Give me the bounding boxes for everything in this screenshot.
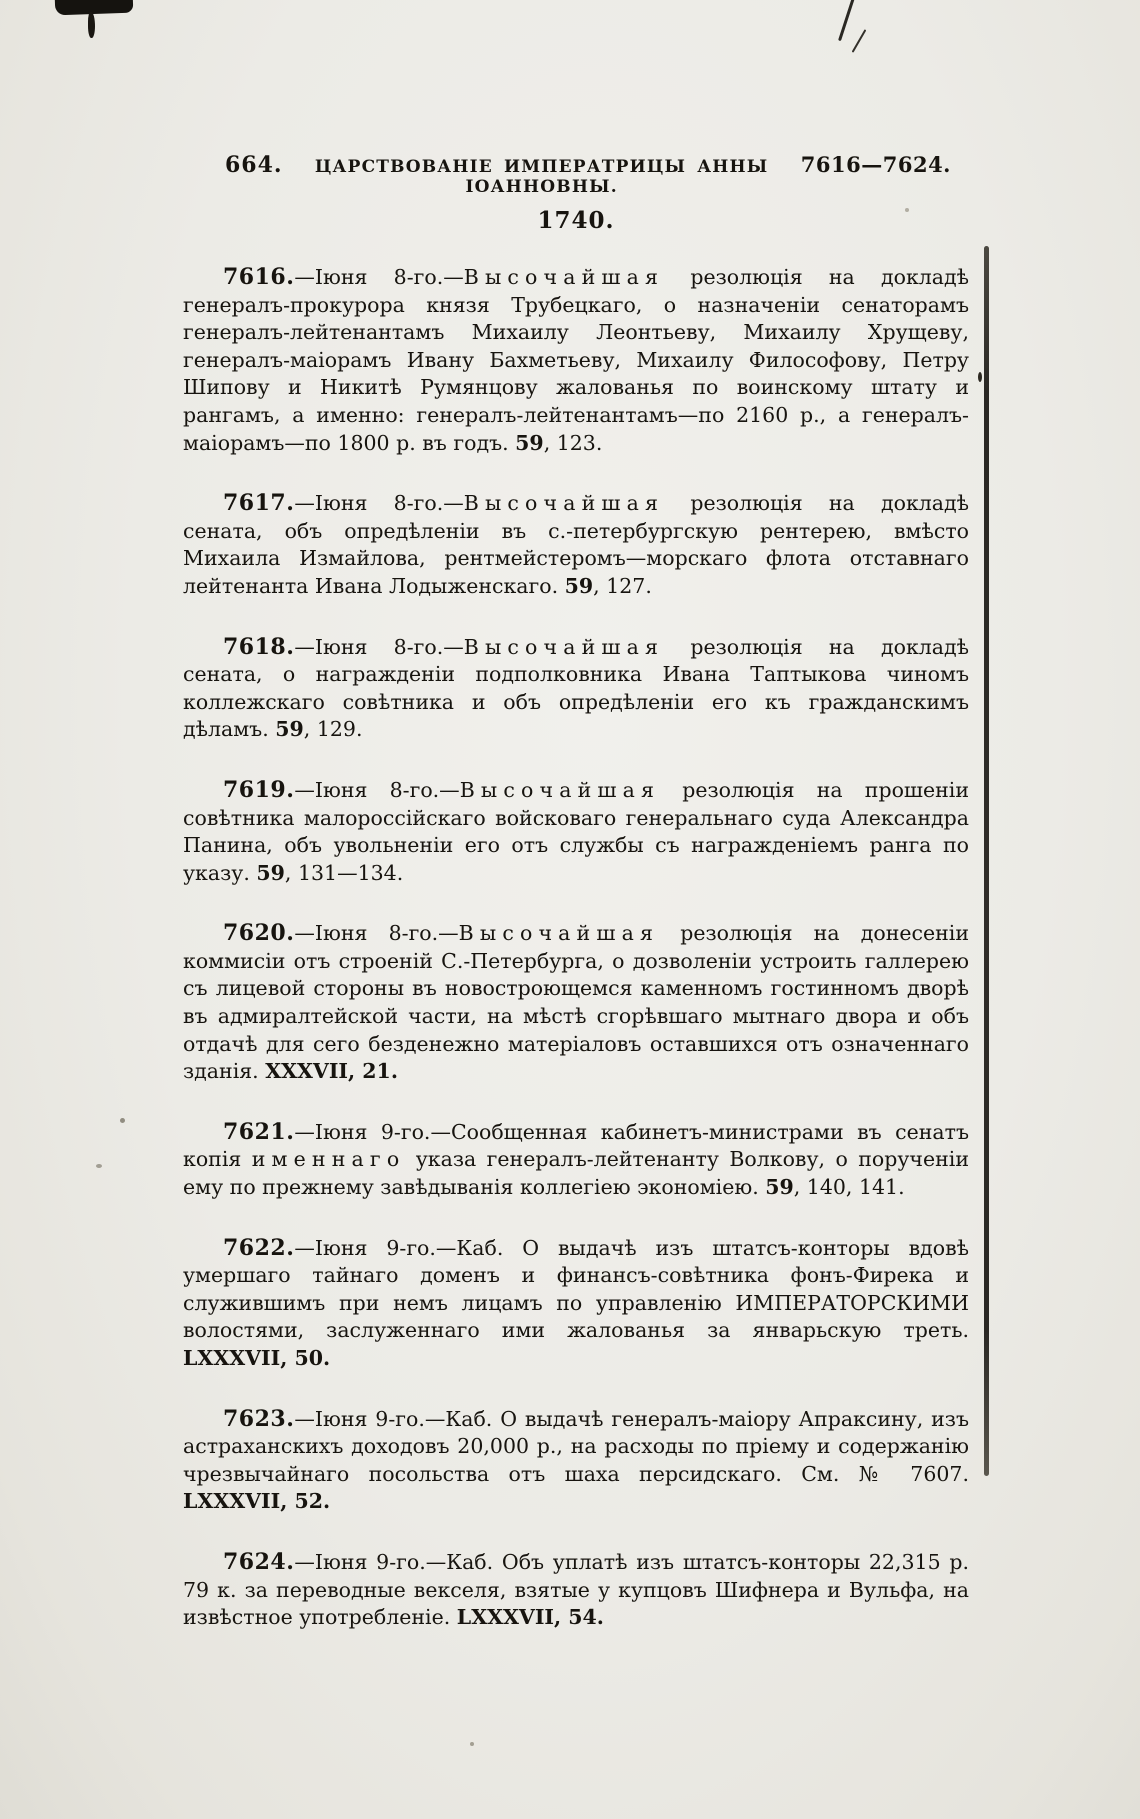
entry-citation: LXXXVII, 52. xyxy=(183,1489,331,1514)
scan-artifact-top-right-stroke xyxy=(838,0,857,41)
entry-text: —Іюня 8-го.— xyxy=(294,921,459,946)
page-number: 664. xyxy=(225,152,283,178)
entry-number: 7623. xyxy=(223,1405,295,1432)
entry-text: —Іюня 9-го.—Каб. Объ уплатѣ изъ штатсъ-конторы 22,315 р. 79 к. за переводные векселя, взятые у купцовъ Шифнера и Вульфа, на извѣстное употребленіе. xyxy=(183,1549,969,1630)
entry-text: Высочайшая xyxy=(463,634,665,659)
entry-text: Высочайшая xyxy=(463,491,665,516)
entry-number: 7624. xyxy=(223,1548,295,1575)
entry-citation: LXXXVII, 50. xyxy=(183,1346,331,1370)
entry-citation: LXXXVII, 54. xyxy=(456,1605,604,1630)
entry-text: —Іюня 9-го.—Сообщенная кабинетъ-министрами въ сенатъ копія xyxy=(183,1119,969,1172)
entry-paragraph xyxy=(183,920,969,1086)
entry-paragraph xyxy=(183,1119,969,1202)
entry-text: резолюція на прошеніи совѣтника малороссійскаго войсковаго генеральнаго суда Александра Панина, объ увольненіи его отъ службы съ награжденіемъ ранга по указу. xyxy=(183,777,969,885)
entry-paragraph xyxy=(183,1235,969,1373)
entry-text: , 131—134. xyxy=(284,860,404,885)
entry-citation: 59 xyxy=(765,1175,794,1200)
entry-citation: 59 xyxy=(256,860,285,885)
entry-number: 7616. xyxy=(223,264,295,290)
entry-text: резолюція на докладѣ генералъ-прокурора князя Трубецкаго, о назначеніи сенаторамъ генералъ-лейтенантамъ Михаилу Леонтьеву, Михаилу Хрущеву, генералъ-маіорамъ Ивану Бахметьеву, Михаилу Философову, Петру Шипову и Никитѣ Румянцову жалованья по воинскому штату и рангамъ, а именно: генералъ-лейтенантамъ—по 2160 р., а генералъ-маіорамъ—по 1800 р. въ годъ. xyxy=(183,265,969,455)
scan-artifact-speck xyxy=(470,1742,474,1746)
year-heading: 1740. xyxy=(537,207,615,234)
entry-text: —Іюня 9-го.—Каб. О выдачѣ генералъ-маіору Апраксину, изъ астраханскихъ доходовъ 20,000 р., на расходы по пріему и содержанію чрезвычайнаго посольства отъ шаха персидскаго. См. № 7607. xyxy=(183,1406,969,1486)
entry-number: 7618. xyxy=(223,633,295,660)
entry-text: резолюція на донесеніи коммисіи отъ строеній С.-Петербурга, о дозволеніи устроить галлерею съ лицевой стороны въ новостроющемся каменномъ гостинномъ дворѣ въ адмиралтейской части, на мѣстѣ сгорѣвшаго мытнаго двора и объ отдачѣ для сего безденежно матеріаловъ оставшихся отъ означеннаго зданія. xyxy=(183,921,969,1084)
entry-citation: 59 xyxy=(275,717,304,742)
running-title: ЦАРСТВОВАНІЕ ИМПЕРАТРИЦЫ АННЫ ІОАННОВНЫ. xyxy=(314,157,769,197)
entry-text: резолюція на докладѣ сената, о награжденіи подполковника Ивана Таптыкова чиномъ коллежскаго совѣтника и объ опредѣленіи его къ гражданскимъ дѣламъ. xyxy=(183,634,969,742)
scan-artifact-speck xyxy=(978,372,982,382)
entry-text: —Іюня 8-го.— xyxy=(294,777,460,802)
entry-text: Высочайшая xyxy=(458,921,660,946)
entry-paragraph xyxy=(183,1406,969,1516)
entry-text: —Іюня 8-го.— xyxy=(294,634,464,659)
entry-citation: XXXVII, 21. xyxy=(265,1059,398,1084)
entry-text: резолюція на докладѣ сената, объ опредѣленіи въ с.-петербургскую рентерею, вмѣсто Михаила Измайлова, рентмейстеромъ—морскаго флота отставнаго лейтенанта Ивана Лодыженскаго. xyxy=(183,491,969,598)
entry-citation: 59 xyxy=(515,430,544,455)
entry-text: именнаго xyxy=(251,1147,406,1172)
entry-number: 7620. xyxy=(223,920,295,947)
entry-number: 7621. xyxy=(223,1118,295,1145)
entry-text: , 127. xyxy=(593,573,652,598)
entry-text: Высочайшая xyxy=(463,265,665,289)
entry-text: Высочайшая xyxy=(459,777,661,802)
entry-text: указа генералъ-лейтенанту Волкову, о порученіи ему по прежнему завѣдыванія коллегіею экономіею. xyxy=(183,1147,969,1200)
entries xyxy=(183,264,969,1632)
entry-text: , 123. xyxy=(543,430,603,455)
entry-number: 7619. xyxy=(223,776,295,803)
entry-text: —Іюня 8-го.— xyxy=(294,265,464,289)
scan-artifact-top-left-tick xyxy=(88,12,95,38)
entry-text: —Іюня 8-го.— xyxy=(294,491,464,516)
scan-artifact-page-edge-line xyxy=(984,246,989,1476)
text-block xyxy=(183,152,969,1632)
scan-artifact-top-right-stroke xyxy=(852,29,867,53)
entry-paragraph xyxy=(183,264,969,457)
entry-text: , 129. xyxy=(303,717,363,742)
entry-paragraph xyxy=(183,634,969,744)
entry-text: —Іюня 9-го.—Каб. О выдачѣ изъ штатсъ-конторы вдовѣ умершаго тайнаго доменъ и финансъ-совѣтника фонъ-Фирека и служившимъ при немъ лицамъ по управленію ИМПЕРАТОРСКИМИ волостями, заслуженнаго ими жалованья за январьскую треть. xyxy=(183,1235,969,1343)
scan-artifact-speck xyxy=(120,1118,125,1123)
scan-artifact-speck xyxy=(96,1164,102,1168)
entry-citation: 59 xyxy=(564,573,594,598)
entry-text: , 140, 141. xyxy=(793,1175,905,1200)
entry-paragraph xyxy=(183,777,969,887)
scan-artifact-top-left-blob xyxy=(55,0,134,15)
entry-paragraph xyxy=(183,1549,969,1632)
entry-number: 7622. xyxy=(223,1234,295,1261)
entry-paragraph xyxy=(183,490,969,600)
entry-range: 7616—7624. xyxy=(800,152,951,177)
entry-number: 7617. xyxy=(223,490,295,517)
running-header xyxy=(183,152,969,197)
